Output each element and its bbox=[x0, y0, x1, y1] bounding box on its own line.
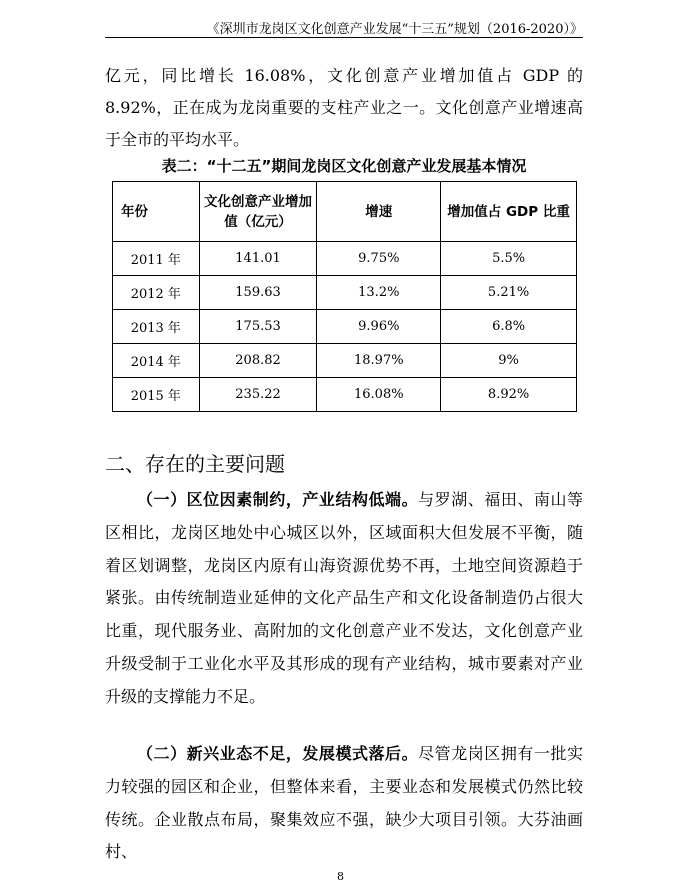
table-row bbox=[113, 378, 577, 412]
cell-value: 175.53 bbox=[199, 310, 317, 344]
cell-gdp-share: 5.21% bbox=[441, 276, 577, 310]
cell-gdp-share: 5.5% bbox=[441, 242, 577, 276]
cell-growth: 9.96% bbox=[317, 310, 441, 344]
page-number: 8 bbox=[337, 870, 344, 883]
table-row bbox=[113, 276, 577, 310]
cell-growth: 13.2% bbox=[317, 276, 441, 310]
table-caption: 表二：“十二五”期间龙岗区文化创意产业发展基本情况 bbox=[161, 157, 527, 175]
cell-year: 2015 年 bbox=[113, 378, 200, 412]
table-row bbox=[113, 242, 577, 276]
column-header-value: 文化创意产业增加值（亿元） bbox=[199, 182, 317, 242]
cell-gdp-share: 9% bbox=[441, 344, 577, 378]
cell-value: 159.63 bbox=[199, 276, 317, 310]
table-row bbox=[113, 310, 577, 344]
issue-body-1: 与罗湖、福田、南山等区相比，龙岗区地处中心城区以外，区域面积大但发展不平衡，随着区划调整，龙岗区内原有山海资源优势不再，土地空间资源趋于紧张。由传统制造业延伸的文化产品生产和文化设备制造仍占很大比重，现代服务业、高附加的文化创意产业不发达，文化创意产业升级受制于工业化水平及其形成的现有产业结构，城市要素对产业升级的支撑能力不足。 bbox=[105, 490, 583, 706]
cell-year: 2011 年 bbox=[113, 242, 200, 276]
cell-growth: 16.08% bbox=[317, 378, 441, 412]
table-header-row bbox=[113, 182, 577, 242]
column-header-year: 年份 bbox=[113, 182, 200, 242]
page-header: 《深圳市龙岗区文化创意产业发展“十三五”规划（2016-2020）》 bbox=[206, 22, 583, 37]
cell-gdp-share: 8.92% bbox=[441, 378, 577, 412]
table-row bbox=[113, 344, 577, 378]
issue-paragraph-1 bbox=[105, 484, 583, 714]
culture-industry-table bbox=[112, 181, 577, 412]
issue-body-2: 尽管龙岗区拥有一批实力较强的园区和企业，但整体来看，主要业态和发展模式仍然比较传统。企业散点布局，聚集效应不强，缺少大项目引领。大芬油画村、 bbox=[105, 744, 583, 862]
intro-paragraph: 亿元，同比增长 16.08%，文化创意产业增加值占 GDP 的 8.92%，正在成为龙岗重要的支柱产业之一。文化创意产业增速高于全市的平均水平。 bbox=[105, 66, 583, 149]
cell-year: 2013 年 bbox=[113, 310, 200, 344]
issue-lead-1: （一）区位因素制约，产业结构低端。 bbox=[137, 490, 419, 509]
cell-growth: 9.75% bbox=[317, 242, 441, 276]
cell-growth: 18.97% bbox=[317, 344, 441, 378]
cell-value: 141.01 bbox=[199, 242, 317, 276]
column-header-growth: 增速 bbox=[317, 182, 441, 242]
issue-paragraph-2 bbox=[105, 738, 583, 869]
header-divider bbox=[105, 37, 583, 38]
cell-value: 208.82 bbox=[199, 344, 317, 378]
cell-gdp-share: 6.8% bbox=[441, 310, 577, 344]
cell-year: 2012 年 bbox=[113, 276, 200, 310]
cell-value: 235.22 bbox=[199, 378, 317, 412]
cell-year: 2014 年 bbox=[113, 344, 200, 378]
section-heading: 二、存在的主要问题 bbox=[105, 452, 285, 476]
column-header-gdp-share: 增加值占 GDP 比重 bbox=[441, 182, 577, 242]
issue-lead-2: （二）新兴业态不足，发展模式落后。 bbox=[137, 744, 419, 763]
